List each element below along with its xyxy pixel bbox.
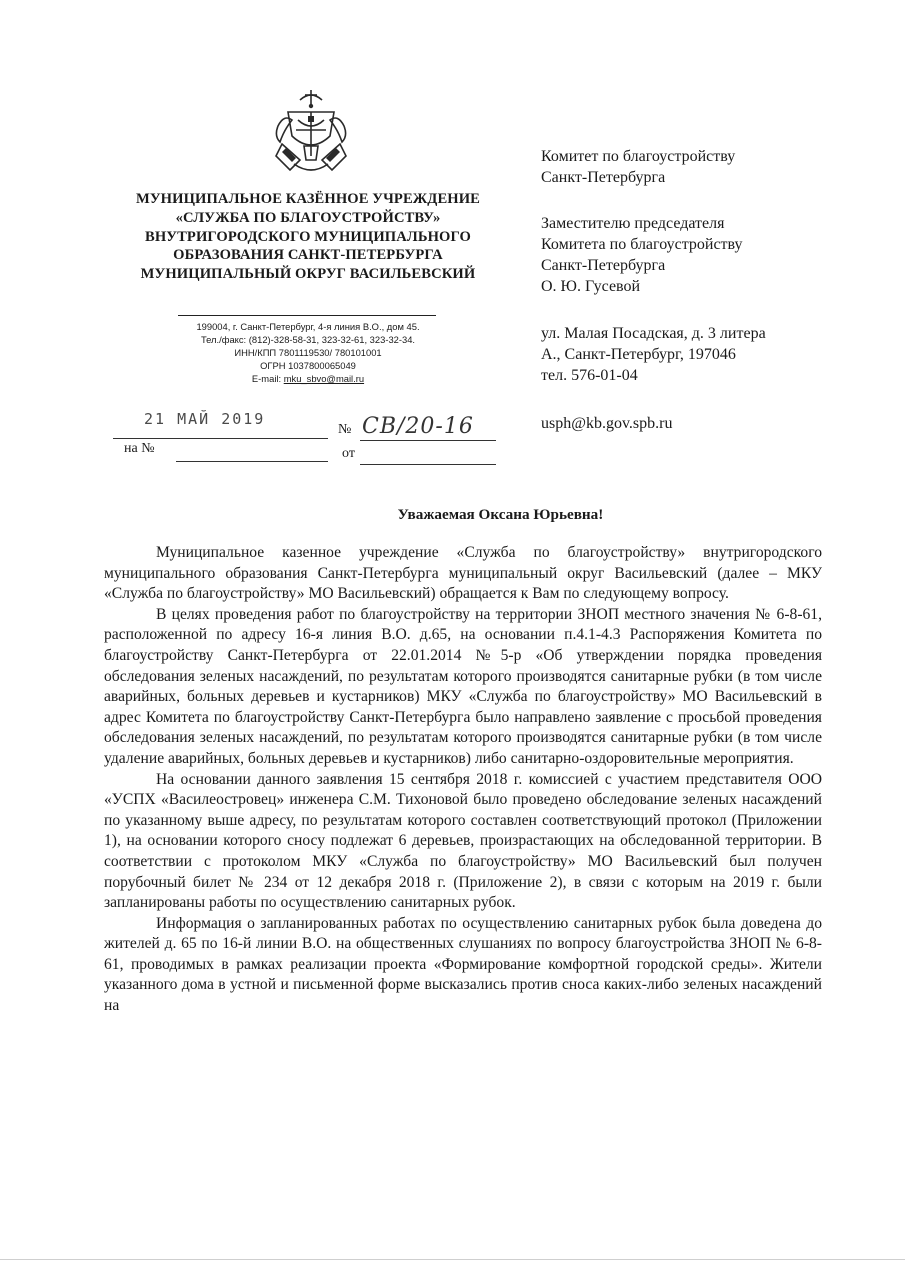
from-label: от	[342, 446, 355, 461]
addressee-phone: тел. 576-01-04	[541, 367, 638, 384]
letter-paragraph: В целях проведения работ по благоустройству на территории ЗНОП местного значения № 6-8-61, расположенной по адресу 16-я линия В.О. д.65, на основании п.4.1-4.3 Распоряжения Комитета по благоустройству Санкт-Петербурга от 22.01.2014 №5-р «Об утверждении порядка проведения обследования зеленых насаждений, по результатам которого производятся санитарные рубки (в том числе аварийных, больных деревьев и кустарников) МКУ «Служба по благоустройству» МО Васильевский в адрес Комитета по благоустройству Санкт-Петербурга было направлено заявление с просьбой проведения обследования зеленых насаждений, по результатам которого производятся санитарные рубки (в том числе удаление аварийных, больных деревьев и кустарников) либо санитарно-оздоровительные мероприятия.	[104, 605, 822, 767]
addressee-position-line3: Санкт-Петербурга	[541, 257, 666, 274]
addressee-block	[541, 146, 871, 434]
addressee-address-line2: А., Санкт-Петербург, 197046	[541, 346, 736, 363]
addressee-position-line2: Комитета по благоустройству	[541, 236, 743, 253]
addressee-org-line2: Санкт-Петербурга	[541, 169, 666, 186]
addressee-email: usph@kb.gov.spb.ru	[541, 415, 673, 432]
addressee-person: О. Ю. Гусевой	[541, 278, 641, 295]
sender-email: mku_sbvo@mail.ru	[283, 373, 365, 384]
sender-email-line	[252, 372, 364, 385]
salutation: Уважаемая Оксана Юрьевна!	[397, 506, 604, 523]
letter-paragraph: Муниципальное казенное учреждение «Служба по благоустройству» внутригородского муниципального образования Санкт-Петербурга муниципальный округ Васильевский (далее – МКУ «Служба по благоустройству» МО Васильевский) обращается к Вам по следующему вопросу.	[104, 544, 822, 603]
number-label: №	[338, 422, 352, 437]
addressee-address-line1: ул. Малая Посадская, д. 3 литера	[541, 325, 766, 342]
addressee-position-line1: Заместителю председателя	[541, 215, 725, 232]
sender-contacts	[112, 320, 504, 385]
sender-address: 199004, г. Санкт-Петербург, 4-я линия В.О., дом 45.	[196, 321, 420, 332]
sender-organization-name: МУНИЦИПАЛЬНОЕ КАЗЁННОЕ УЧРЕЖДЕНИЕ «СЛУЖБА ПО БЛАГОУСТРОЙСТВУ» ВНУТРИГОРОДСКОГО МУНИЦИПАЛЬНОГО ОБРАЗОВАНИЯ САНКТ-ПЕТЕРБУРГА МУНИЦИПАЛЬНЫЙ ОКРУГ ВАСИЛЬЕВСКИЙ	[135, 191, 481, 283]
sender-phone: Тел./факс: (812)-328-58-31, 323-32-61, 323-32-34.	[200, 334, 416, 345]
header-divider	[178, 315, 436, 316]
from-underline	[360, 464, 496, 465]
sender-ogrn: ОГРН 1037800065049	[260, 360, 356, 371]
number-underline	[360, 440, 496, 441]
coat-of-arms-emblem	[270, 86, 352, 178]
page-bottom-edge	[0, 1259, 905, 1260]
in-reply-label: на №	[124, 441, 155, 456]
date-underline	[113, 438, 328, 439]
sender-email-label: E-mail:	[251, 373, 282, 384]
letter-paragraph: Информация о запланированных работах по осуществлению санитарных рубок была доведена до жителей д. 65 по 16-й линии В.О. на общественных слушаниях по вопросу благоустройства ЗНОП № 6-8-61, проводимых в рамках реализации проекта «Формирование комфортной городской среды». Жители указанного дома в устной и письменной форме высказались против сноса каких-либо зеленых насаждений на	[104, 914, 822, 1015]
sender-inn-kpp: ИНН/КПП 7801119530/ 780101001	[234, 347, 382, 358]
letter-body	[104, 543, 822, 1017]
letter-paragraph: На основании данного заявления 15 сентября 2018 г. комиссией с участием представителя ООО «УСПХ «Василеостровец» инженера С.М. Тихоновой было проведено обследование зеленых насаждений по указанному выше адресу, по результатам которого составлен соответствующий протокол (Приложении 1), на основании которого сносу подлежат 6 деревьев, произрастающих на обследованной территории. В соответствии с протоколом МКУ «Служба по благоустройству» МО Васильевский был получен порубочный билет № 234 от 12 декабря 2018 г. (Приложение 2), в связи с которым на 2019 г. были запланированы работы по осуществлению санитарных рубок.	[104, 770, 822, 912]
addressee-org-line1: Комитет по благоустройству	[541, 148, 736, 165]
date-stamp: 21 МАЙ 2019	[144, 410, 266, 428]
in-reply-underline	[176, 461, 328, 462]
outgoing-number: СВ/20-16	[362, 414, 474, 439]
